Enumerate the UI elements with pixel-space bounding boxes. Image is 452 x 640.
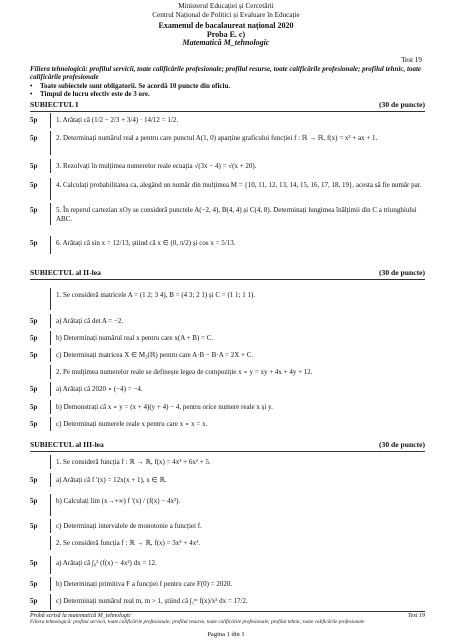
test-number: Test 19 <box>401 56 422 64</box>
exam-title: Examenul de bacalaureat național 2020 <box>158 21 294 30</box>
divider <box>50 236 51 254</box>
divider <box>50 288 51 310</box>
divider <box>50 365 51 379</box>
bullet-icon: • <box>30 90 33 98</box>
points-label: 5p <box>30 580 38 588</box>
footer-divider <box>30 611 425 612</box>
section-points: (30 de puncte) <box>379 268 425 277</box>
bullet-text: Toate subiectele sunt obligatorii. Se acordă 10 puncte din oficiu. <box>40 82 231 90</box>
divider <box>50 556 51 574</box>
points-label: 5p <box>30 597 38 605</box>
page-number: Pagina 1 din 1 <box>207 631 245 638</box>
problem-text: 2. Se consideră funcția f : ℝ → ℝ, f(x) = 3x⁵ + 4x². <box>56 539 201 547</box>
section-name: SUBIECTUL I <box>30 100 79 109</box>
exercise-text: a) Arătați că det A = −2. <box>56 317 124 325</box>
points-label: 5p <box>30 351 38 359</box>
exercise-text: c) Determinați numerele reale x pentru care x ∘ x = x. <box>56 420 208 428</box>
bullet-icon: • <box>30 82 33 90</box>
exercise-text: a) Arătați că f ′(x) = 12x(x + 1), x ∈ ℝ. <box>56 476 167 484</box>
divider <box>50 382 51 396</box>
divider <box>50 131 51 155</box>
footer-filiera: Filiera tehnologică: profilul servicii, toate calificările profesionale; profilul resurse, toate calificările profesionale; profilul tehnic, toate calificările profesionale <box>30 619 365 625</box>
divider <box>50 314 51 328</box>
problem-text: 2. Pe mulțimea numerelor reale se definește legea de compoziție x ∘ y = xy + 4x + 4y + 12. <box>56 368 313 376</box>
divider <box>50 400 51 414</box>
exercise-text: b) Determinați numărul real x pentru care x(A + B) = C. <box>56 334 214 342</box>
points-label: 5p <box>30 497 38 505</box>
exercise-text: 6. Arătați că sin x = 12/13, știind că x ∈ (0, π/2) și cos x = 5/13. <box>56 239 236 247</box>
bullet-text: Timpul de lucru efectiv este de 3 ore. <box>40 90 150 98</box>
points-label: 5p <box>30 385 38 393</box>
divider <box>50 159 51 173</box>
section-title <box>30 268 425 277</box>
points-label: 5p <box>30 476 38 484</box>
points-label: 5p <box>30 206 38 214</box>
bullet-item <box>30 82 425 90</box>
divider <box>50 536 51 550</box>
exercise-text: 1. Arătați că (1/2 − 2/3 + 3/4) · 14/12 = 1/2. <box>56 116 179 124</box>
divider <box>50 348 51 362</box>
exercise-text: a) Arătați că ∫₀² (f(x) − 4x²) dx = 12. <box>56 559 157 567</box>
section-title <box>30 440 425 449</box>
exercise-text: c) Determinați matricea X ∈ M₂(ℝ) pentru care A·B − B·A = 2X + C. <box>56 351 254 359</box>
bullet-item <box>30 90 425 98</box>
points-label: 5p <box>30 559 38 567</box>
points-label: 5p <box>30 334 38 342</box>
points-label: 5p <box>30 116 38 124</box>
points-label: 5p <box>30 181 38 189</box>
points-label: 5p <box>30 403 38 411</box>
exercise-text: c) Determinați intervalele de monotonie a funcției f. <box>56 522 202 530</box>
ministry-name: Ministerul Educației și Cercetării <box>178 2 274 10</box>
divider <box>30 111 425 112</box>
exercise-text: a) Arătați că 2020 ∘ (−4) = −4. <box>56 385 143 393</box>
divider <box>50 331 51 345</box>
points-label: 5p <box>30 317 38 325</box>
points-label: 5p <box>30 162 38 170</box>
document-header <box>0 0 452 48</box>
divider <box>50 594 51 610</box>
section-title <box>30 100 425 109</box>
divider <box>30 279 425 280</box>
problem-text: 1. Se consideră matricele A = (1 2; 3 4), B = (4 3; 2 1) și C = (1 1; 1 1). <box>56 291 256 299</box>
filiera-note: Filiera tehnologică: profilul servicii, toate calificările profesionale; profilul resurse, toate calificările profesionale; profilul tehnic, toate calificările profesionale <box>30 65 421 81</box>
divider <box>50 519 51 533</box>
exercise-text: 2. Determinați numărul real a pentru care punctul A(1, 0) aparține graficului funcției f : ℝ → ℝ, f(x) = x² + ax + 1. <box>56 134 378 142</box>
exercise-text: 3. Rezolvați în mulțimea numerelor reale ecuația √(3x − 4) = √(x + 20). <box>56 162 257 170</box>
divider <box>50 203 51 225</box>
section-name: SUBIECTUL al III-lea <box>30 440 104 449</box>
footer-test: Test 19 <box>408 613 425 619</box>
points-label: 5p <box>30 239 38 247</box>
exercise-text: b) Calculați lim (x→+∞) f ′(x) / (f(x) − 4x³). <box>56 497 181 505</box>
exercise-text: b) Determinați primitiva F a funcției f pentru care F(0) = 2020. <box>56 580 233 588</box>
points-label: 5p <box>30 522 38 530</box>
exercise-text: 4. Calculați probabilitatea ca, alegând un număr din mulțimea M = {10, 11, 12, 13, 14, 15, 16, 17, 18, 19}, acesta să fie număr par. <box>56 181 422 189</box>
divider <box>50 417 51 431</box>
subject-title: Matematică M_tehnologic <box>182 38 270 47</box>
divider <box>50 178 51 200</box>
footer-left: Probă scrisă la matematică M_tehnologic <box>30 613 132 619</box>
section-points: (30 de puncte) <box>379 440 425 449</box>
divider <box>50 113 51 128</box>
divider <box>30 451 425 452</box>
problem-text: 1. Se consideră funcția f : ℝ → ℝ, f(x) = 4x³ + 6x² + 5. <box>56 458 211 466</box>
divider <box>50 494 51 516</box>
exercise-text: b) Demonstrați că x ∘ y = (x + 4)(y + 4) − 4, pentru orice numere reale x și y. <box>56 403 273 411</box>
exercise-text: 5. În reperul cartezian xOy se consideră punctele A(−2, 4), B(4, 4) și C(4, 8). Determinați lungimea înălțimii din C a triunghiului ABC. <box>56 206 417 223</box>
section-points: (30 de puncte) <box>379 100 425 109</box>
points-label: 5p <box>30 134 38 142</box>
section-name: SUBIECTUL al II-lea <box>30 268 101 277</box>
exercise-text: c) Determinați numărul real m, m > 1, știind că ∫₁ᵐ f(x)/x² dx = 17/2. <box>56 597 248 605</box>
divider <box>50 577 51 591</box>
proba-title: Proba E. c) <box>206 29 246 39</box>
points-label: 5p <box>30 420 38 428</box>
center-name: Centrul Național de Politici și Evaluare în Educație <box>152 10 300 19</box>
divider <box>50 455 51 469</box>
divider <box>50 473 51 487</box>
